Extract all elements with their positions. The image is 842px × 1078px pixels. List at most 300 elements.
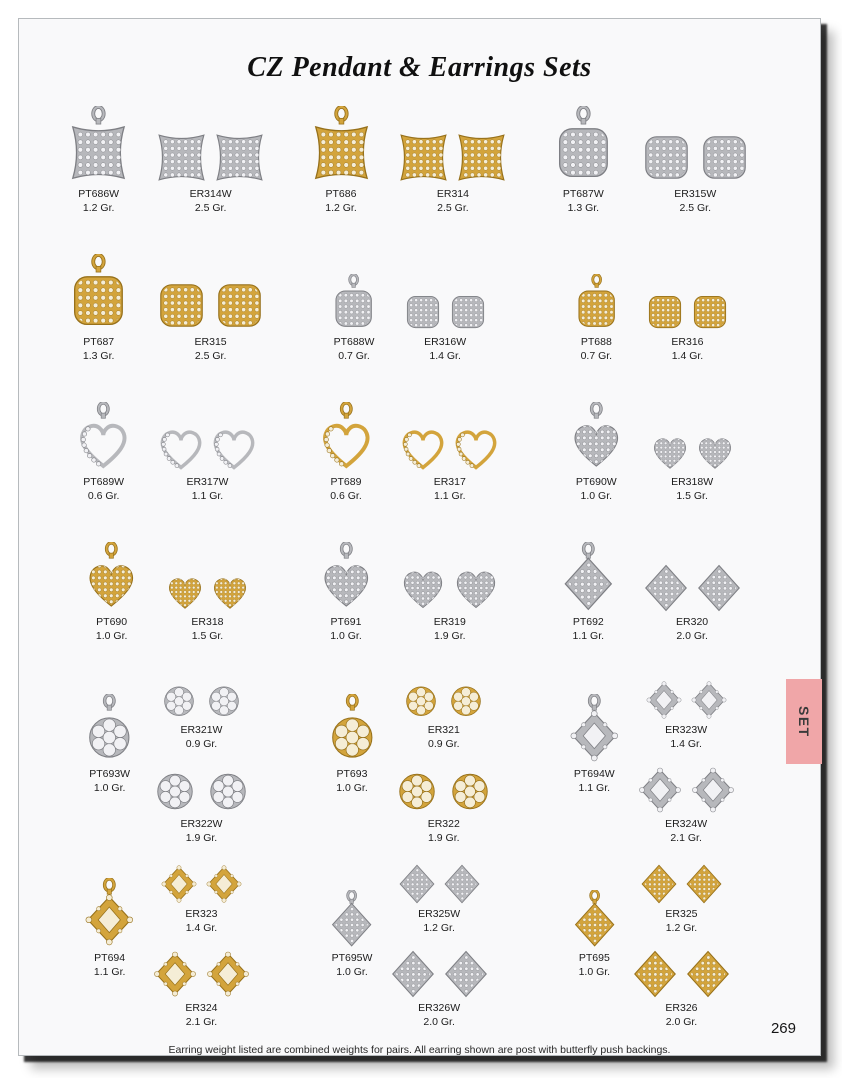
product-label bbox=[665, 818, 707, 846]
product-label bbox=[428, 818, 460, 846]
product-weight: 0.9 Gr. bbox=[428, 737, 460, 750]
earrings-unit bbox=[639, 860, 724, 936]
product-label bbox=[332, 952, 373, 980]
product-label bbox=[581, 336, 613, 364]
earrings-unit bbox=[389, 944, 490, 1030]
product-weight: 2.0 Gr. bbox=[665, 1015, 698, 1028]
product-label bbox=[665, 1002, 697, 1030]
product-weight: 2.5 Gr. bbox=[194, 349, 227, 362]
earrings-image bbox=[157, 396, 258, 472]
product-weight: 1.1 Gr. bbox=[93, 965, 126, 978]
product-label bbox=[671, 336, 703, 364]
earring-pair bbox=[155, 131, 266, 184]
pendant-unit bbox=[561, 536, 616, 644]
earrings-unit bbox=[650, 396, 735, 504]
product-weight: 1.9 Gr. bbox=[185, 831, 218, 844]
product-code: PT694 bbox=[94, 952, 126, 964]
square-jewel-icon bbox=[68, 106, 129, 184]
product-code: ER316W bbox=[424, 336, 467, 348]
product-code: ER326 bbox=[665, 1002, 698, 1014]
pendant-unit bbox=[567, 688, 622, 796]
product-group bbox=[538, 860, 766, 1030]
product-code: PT686W bbox=[78, 188, 120, 200]
flower-jewel-icon bbox=[204, 766, 252, 814]
product-label bbox=[180, 724, 222, 752]
product-weight: 2.5 Gr. bbox=[194, 201, 227, 214]
earrings-unit bbox=[399, 536, 500, 644]
earrings-unit bbox=[640, 100, 751, 216]
pendant-unit bbox=[574, 248, 619, 364]
product-weight: 0.7 Gr. bbox=[338, 349, 370, 362]
pendant-unit bbox=[68, 248, 129, 364]
product-code: ER315W bbox=[674, 188, 717, 200]
earrings-unit bbox=[636, 760, 737, 846]
product-label bbox=[418, 908, 460, 936]
product-weight: 1.5 Gr. bbox=[676, 489, 708, 502]
heart-pave-jewel-icon bbox=[399, 564, 447, 612]
product-label bbox=[83, 336, 115, 364]
product-code: PT693W bbox=[89, 768, 131, 780]
product-label bbox=[83, 476, 124, 504]
earrings-unit bbox=[151, 760, 252, 846]
pendant-image bbox=[553, 100, 614, 184]
product-code: ER317W bbox=[186, 476, 229, 488]
product-code: PT691 bbox=[330, 616, 362, 628]
flower-jewel-icon bbox=[159, 680, 199, 720]
product-group bbox=[53, 860, 281, 1030]
pendant-unit bbox=[319, 396, 374, 504]
kite-jewel-icon bbox=[644, 680, 684, 720]
pendant-unit bbox=[319, 536, 374, 644]
product-code: ER321 bbox=[427, 724, 460, 736]
heart-open-jewel-icon bbox=[157, 424, 205, 472]
product-weight: 1.4 Gr. bbox=[429, 349, 461, 362]
product-group bbox=[53, 676, 281, 846]
pendant-image bbox=[574, 248, 619, 332]
product-code: ER323W bbox=[665, 724, 708, 736]
product-label bbox=[186, 476, 228, 504]
product-label bbox=[434, 616, 466, 644]
product-label bbox=[190, 188, 232, 216]
page-title: CZ Pendant & Earrings Sets bbox=[247, 52, 592, 83]
pendant-image bbox=[319, 396, 374, 472]
earrings-image bbox=[401, 676, 486, 720]
earrings-image bbox=[159, 860, 244, 904]
product-weight: 1.3 Gr. bbox=[567, 201, 600, 214]
earring-pair bbox=[397, 131, 508, 184]
catalog-page bbox=[18, 18, 821, 1056]
product-group bbox=[53, 536, 281, 644]
product-code: ER325W bbox=[418, 908, 461, 920]
flower-jewel-icon bbox=[151, 766, 199, 814]
product-weight: 2.5 Gr. bbox=[679, 201, 712, 214]
earrings-image bbox=[650, 396, 735, 472]
earring-pair bbox=[645, 292, 730, 332]
pendant-image bbox=[567, 688, 622, 764]
cushion-jewel-icon bbox=[331, 274, 376, 332]
earrings-image bbox=[640, 100, 751, 184]
earrings-image bbox=[642, 536, 743, 612]
product-weight: 1.1 Gr. bbox=[434, 489, 466, 502]
earring-pair bbox=[159, 864, 244, 904]
pendant-image bbox=[68, 248, 129, 332]
pendant-image bbox=[329, 872, 374, 948]
product-weight: 0.6 Gr. bbox=[330, 489, 362, 502]
product-code: ER326W bbox=[418, 1002, 461, 1014]
product-group bbox=[538, 536, 766, 644]
earrings-unit bbox=[155, 100, 266, 216]
product-label bbox=[334, 336, 375, 364]
product-label bbox=[676, 616, 708, 644]
earring-pair bbox=[159, 680, 244, 720]
pendant-unit bbox=[76, 396, 131, 504]
cushion-jewel-icon bbox=[403, 292, 443, 332]
earring-pair bbox=[151, 950, 252, 998]
product-weight: 1.0 Gr. bbox=[580, 489, 613, 502]
heart-pave-jewel-icon bbox=[84, 542, 139, 612]
product-code: ER321W bbox=[180, 724, 223, 736]
pendant-image bbox=[68, 100, 129, 184]
pendant-image bbox=[569, 396, 624, 472]
square-jewel-icon bbox=[311, 106, 372, 184]
earring-pair bbox=[389, 950, 490, 998]
pendant-unit bbox=[569, 396, 624, 504]
product-weight: 1.0 Gr. bbox=[93, 781, 126, 794]
earring-pair bbox=[631, 950, 732, 998]
product-code: ER322 bbox=[427, 818, 460, 830]
earrings-image bbox=[389, 944, 490, 998]
product-group bbox=[538, 396, 766, 504]
product-weight: 2.0 Gr. bbox=[676, 629, 708, 642]
product-label bbox=[191, 616, 223, 644]
earrings-unit bbox=[403, 248, 488, 364]
product-group bbox=[295, 248, 523, 364]
earring-pair bbox=[403, 292, 488, 332]
product-code: PT695 bbox=[578, 952, 610, 964]
product-weight: 1.4 Gr. bbox=[670, 737, 702, 750]
pendant-unit bbox=[84, 536, 139, 644]
earrings-image bbox=[644, 676, 729, 720]
product-label bbox=[576, 476, 617, 504]
kite-jewel-icon bbox=[151, 950, 199, 998]
earrings-image bbox=[631, 944, 732, 998]
earring-pair bbox=[397, 864, 482, 904]
product-group bbox=[295, 860, 523, 1030]
product-row bbox=[53, 536, 766, 644]
product-code: ER316 bbox=[671, 336, 704, 348]
product-code: ER319 bbox=[433, 616, 466, 628]
rhombus-jewel-icon bbox=[442, 950, 490, 998]
product-code: ER325 bbox=[665, 908, 698, 920]
earring-pair bbox=[399, 424, 500, 472]
product-row bbox=[53, 100, 766, 216]
pendant-unit bbox=[311, 100, 372, 216]
cushion-jewel-icon bbox=[155, 279, 208, 332]
flower-jewel-icon bbox=[325, 694, 380, 764]
kite-jewel-icon bbox=[204, 950, 252, 998]
product-weight: 1.2 Gr. bbox=[423, 921, 455, 934]
product-grid bbox=[19, 84, 820, 1030]
earrings-stack bbox=[636, 676, 737, 846]
product-code: PT689 bbox=[330, 476, 362, 488]
product-weight: 0.7 Gr. bbox=[580, 349, 613, 362]
earrings-unit bbox=[401, 676, 486, 752]
product-weight: 1.2 Gr. bbox=[325, 201, 357, 214]
product-weight: 1.9 Gr. bbox=[434, 629, 466, 642]
flower-jewel-icon bbox=[401, 680, 441, 720]
product-code: ER324 bbox=[185, 1002, 218, 1014]
product-row bbox=[53, 676, 766, 846]
earrings-unit bbox=[159, 676, 244, 752]
rhombus-jewel-icon bbox=[642, 564, 690, 612]
heart-pave-jewel-icon bbox=[650, 432, 690, 472]
earrings-unit bbox=[399, 396, 500, 504]
flower-jewel-icon bbox=[393, 766, 441, 814]
product-code: ER320 bbox=[676, 616, 709, 628]
earrings-image bbox=[155, 100, 266, 184]
rhombus-jewel-icon bbox=[695, 564, 743, 612]
product-label bbox=[574, 768, 615, 796]
product-code: PT690 bbox=[96, 616, 128, 628]
pendant-image bbox=[572, 872, 617, 948]
earrings-unit bbox=[155, 248, 266, 364]
product-code: ER314 bbox=[436, 188, 469, 200]
product-label bbox=[579, 952, 611, 980]
cushion-jewel-icon bbox=[698, 131, 751, 184]
earrings-image bbox=[636, 760, 737, 814]
product-weight: 1.0 Gr. bbox=[95, 629, 128, 642]
pendant-image bbox=[311, 100, 372, 184]
rhombus-jewel-icon bbox=[389, 950, 437, 998]
product-weight: 1.1 Gr. bbox=[572, 629, 605, 642]
product-code: PT686 bbox=[325, 188, 357, 200]
earring-pair bbox=[393, 766, 494, 814]
heart-pave-jewel-icon bbox=[695, 432, 735, 472]
earrings-stack bbox=[631, 860, 732, 1030]
earrings-image bbox=[645, 248, 730, 332]
earrings-unit bbox=[159, 860, 244, 936]
product-group bbox=[53, 396, 281, 504]
product-row bbox=[53, 248, 766, 364]
product-weight: 1.5 Gr. bbox=[191, 629, 224, 642]
product-label bbox=[180, 818, 222, 846]
earrings-image bbox=[639, 860, 724, 904]
earrings-image bbox=[155, 248, 266, 332]
product-label bbox=[195, 336, 227, 364]
earrings-image bbox=[151, 944, 252, 998]
product-code: ER315 bbox=[194, 336, 227, 348]
product-label bbox=[330, 616, 362, 644]
square-jewel-icon bbox=[397, 131, 450, 184]
rhombus-jewel-icon bbox=[684, 864, 724, 904]
pendant-unit bbox=[572, 872, 617, 980]
pendant-image bbox=[76, 396, 131, 472]
cushion-jewel-icon bbox=[574, 274, 619, 332]
product-code: PT687 bbox=[83, 336, 115, 348]
pendant-unit bbox=[82, 688, 137, 796]
product-label bbox=[674, 188, 716, 216]
product-group bbox=[53, 248, 281, 364]
product-group bbox=[538, 100, 766, 216]
pendant-image bbox=[84, 536, 139, 612]
product-weight: 1.4 Gr. bbox=[671, 349, 704, 362]
flower-jewel-icon bbox=[446, 680, 486, 720]
earrings-unit bbox=[393, 760, 494, 846]
heart-pave-jewel-icon bbox=[569, 402, 624, 472]
product-code: ER318W bbox=[671, 476, 714, 488]
product-label bbox=[428, 724, 460, 752]
cushion-jewel-icon bbox=[553, 106, 614, 184]
earrings-image bbox=[151, 760, 252, 814]
product-code: PT689W bbox=[83, 476, 125, 488]
earring-pair bbox=[157, 424, 258, 472]
earrings-unit bbox=[642, 536, 743, 644]
pendant-unit bbox=[553, 100, 614, 216]
product-label bbox=[665, 724, 707, 752]
product-code: PT693 bbox=[336, 768, 368, 780]
pendant-unit bbox=[68, 100, 129, 216]
side-tab-label: SET bbox=[796, 705, 812, 738]
product-label bbox=[434, 476, 466, 504]
product-weight: 1.1 Gr. bbox=[191, 489, 224, 502]
earrings-image bbox=[397, 100, 508, 184]
kite-jewel-icon bbox=[689, 766, 737, 814]
product-weight: 1.0 Gr. bbox=[578, 965, 611, 978]
heart-open-jewel-icon bbox=[210, 424, 258, 472]
product-code: PT687W bbox=[562, 188, 604, 200]
kite-jewel-icon bbox=[82, 878, 137, 948]
rhombus-jewel-icon bbox=[639, 864, 679, 904]
earrings-image bbox=[399, 536, 500, 612]
cushion-jewel-icon bbox=[690, 292, 730, 332]
flower-jewel-icon bbox=[204, 680, 244, 720]
pendant-image bbox=[331, 248, 376, 332]
pendant-image bbox=[319, 536, 374, 612]
product-label bbox=[185, 908, 217, 936]
pendant-image bbox=[561, 536, 616, 612]
earrings-image bbox=[397, 860, 482, 904]
product-weight: 2.1 Gr. bbox=[185, 1015, 218, 1028]
rhombus-jewel-icon bbox=[631, 950, 679, 998]
pendant-image bbox=[82, 872, 137, 948]
earring-pair bbox=[639, 864, 724, 904]
page-number: 269 bbox=[770, 1020, 796, 1037]
product-weight: 1.3 Gr. bbox=[82, 349, 115, 362]
heart-open-jewel-icon bbox=[452, 424, 500, 472]
earrings-unit bbox=[397, 860, 482, 936]
earring-pair bbox=[642, 564, 743, 612]
pendant-unit bbox=[82, 872, 137, 980]
product-weight: 2.1 Gr. bbox=[670, 831, 702, 844]
earrings-unit bbox=[151, 944, 252, 1030]
product-weight: 1.2 Gr. bbox=[82, 201, 115, 214]
product-weight: 1.9 Gr. bbox=[428, 831, 460, 844]
rhombus-jewel-icon bbox=[561, 542, 616, 612]
earrings-unit bbox=[631, 944, 732, 1030]
earrings-stack bbox=[389, 860, 490, 1030]
product-weight: 0.9 Gr. bbox=[185, 737, 218, 750]
product-code: PT695W bbox=[331, 952, 373, 964]
heart-pave-jewel-icon bbox=[319, 542, 374, 612]
cushion-jewel-icon bbox=[68, 254, 129, 332]
product-group bbox=[53, 100, 281, 216]
cushion-jewel-icon bbox=[448, 292, 488, 332]
square-jewel-icon bbox=[213, 131, 266, 184]
cushion-jewel-icon bbox=[645, 292, 685, 332]
earrings-image bbox=[165, 536, 250, 612]
side-tab-set bbox=[786, 679, 822, 764]
cushion-jewel-icon bbox=[213, 279, 266, 332]
footnote: Earring weight listed are combined weights for pairs. All earring shown are post with butterfly push backings. bbox=[168, 1044, 671, 1056]
earrings-stack bbox=[151, 860, 252, 1030]
flower-jewel-icon bbox=[446, 766, 494, 814]
product-label bbox=[325, 188, 357, 216]
kite-jewel-icon bbox=[204, 864, 244, 904]
product-label bbox=[563, 188, 604, 216]
earrings-image bbox=[403, 248, 488, 332]
pendant-image bbox=[82, 688, 137, 764]
earring-pair bbox=[155, 279, 266, 332]
kite-jewel-icon bbox=[567, 694, 622, 764]
product-label bbox=[89, 768, 130, 796]
rhombus-jewel-icon bbox=[329, 890, 374, 948]
product-weight: 2.0 Gr. bbox=[423, 1015, 455, 1028]
product-label bbox=[573, 616, 605, 644]
product-label bbox=[78, 188, 119, 216]
rhombus-jewel-icon bbox=[442, 864, 482, 904]
earrings-unit bbox=[157, 396, 258, 504]
product-code: PT688 bbox=[580, 336, 612, 348]
product-label bbox=[94, 952, 126, 980]
pendant-unit bbox=[331, 248, 376, 364]
product-group bbox=[295, 100, 523, 216]
product-group bbox=[295, 396, 523, 504]
earring-pair bbox=[636, 766, 737, 814]
heart-pave-jewel-icon bbox=[165, 572, 205, 612]
earrings-image bbox=[393, 760, 494, 814]
pendant-unit bbox=[325, 688, 380, 796]
earring-pair bbox=[401, 680, 486, 720]
product-code: PT694W bbox=[573, 768, 615, 780]
product-group bbox=[538, 676, 766, 846]
product-label bbox=[424, 336, 466, 364]
product-label bbox=[185, 1002, 217, 1030]
product-label bbox=[418, 1002, 460, 1030]
heart-pave-jewel-icon bbox=[452, 564, 500, 612]
cushion-jewel-icon bbox=[640, 131, 693, 184]
product-code: ER318 bbox=[191, 616, 224, 628]
earring-pair bbox=[151, 766, 252, 814]
product-weight: 1.1 Gr. bbox=[578, 781, 611, 794]
flower-jewel-icon bbox=[82, 694, 137, 764]
earrings-unit bbox=[644, 676, 729, 752]
earrings-stack bbox=[151, 676, 252, 846]
earring-pair bbox=[644, 680, 729, 720]
earring-pair bbox=[165, 572, 250, 612]
product-label bbox=[96, 616, 128, 644]
rhombus-jewel-icon bbox=[684, 950, 732, 998]
product-weight: 1.0 Gr. bbox=[336, 965, 368, 978]
earrings-image bbox=[399, 396, 500, 472]
earring-pair bbox=[640, 131, 751, 184]
product-label bbox=[437, 188, 469, 216]
earrings-unit bbox=[165, 536, 250, 644]
earrings-image bbox=[159, 676, 244, 720]
product-group bbox=[538, 248, 766, 364]
pendant-unit bbox=[329, 872, 374, 980]
heart-open-jewel-icon bbox=[399, 424, 447, 472]
product-label bbox=[671, 476, 713, 504]
